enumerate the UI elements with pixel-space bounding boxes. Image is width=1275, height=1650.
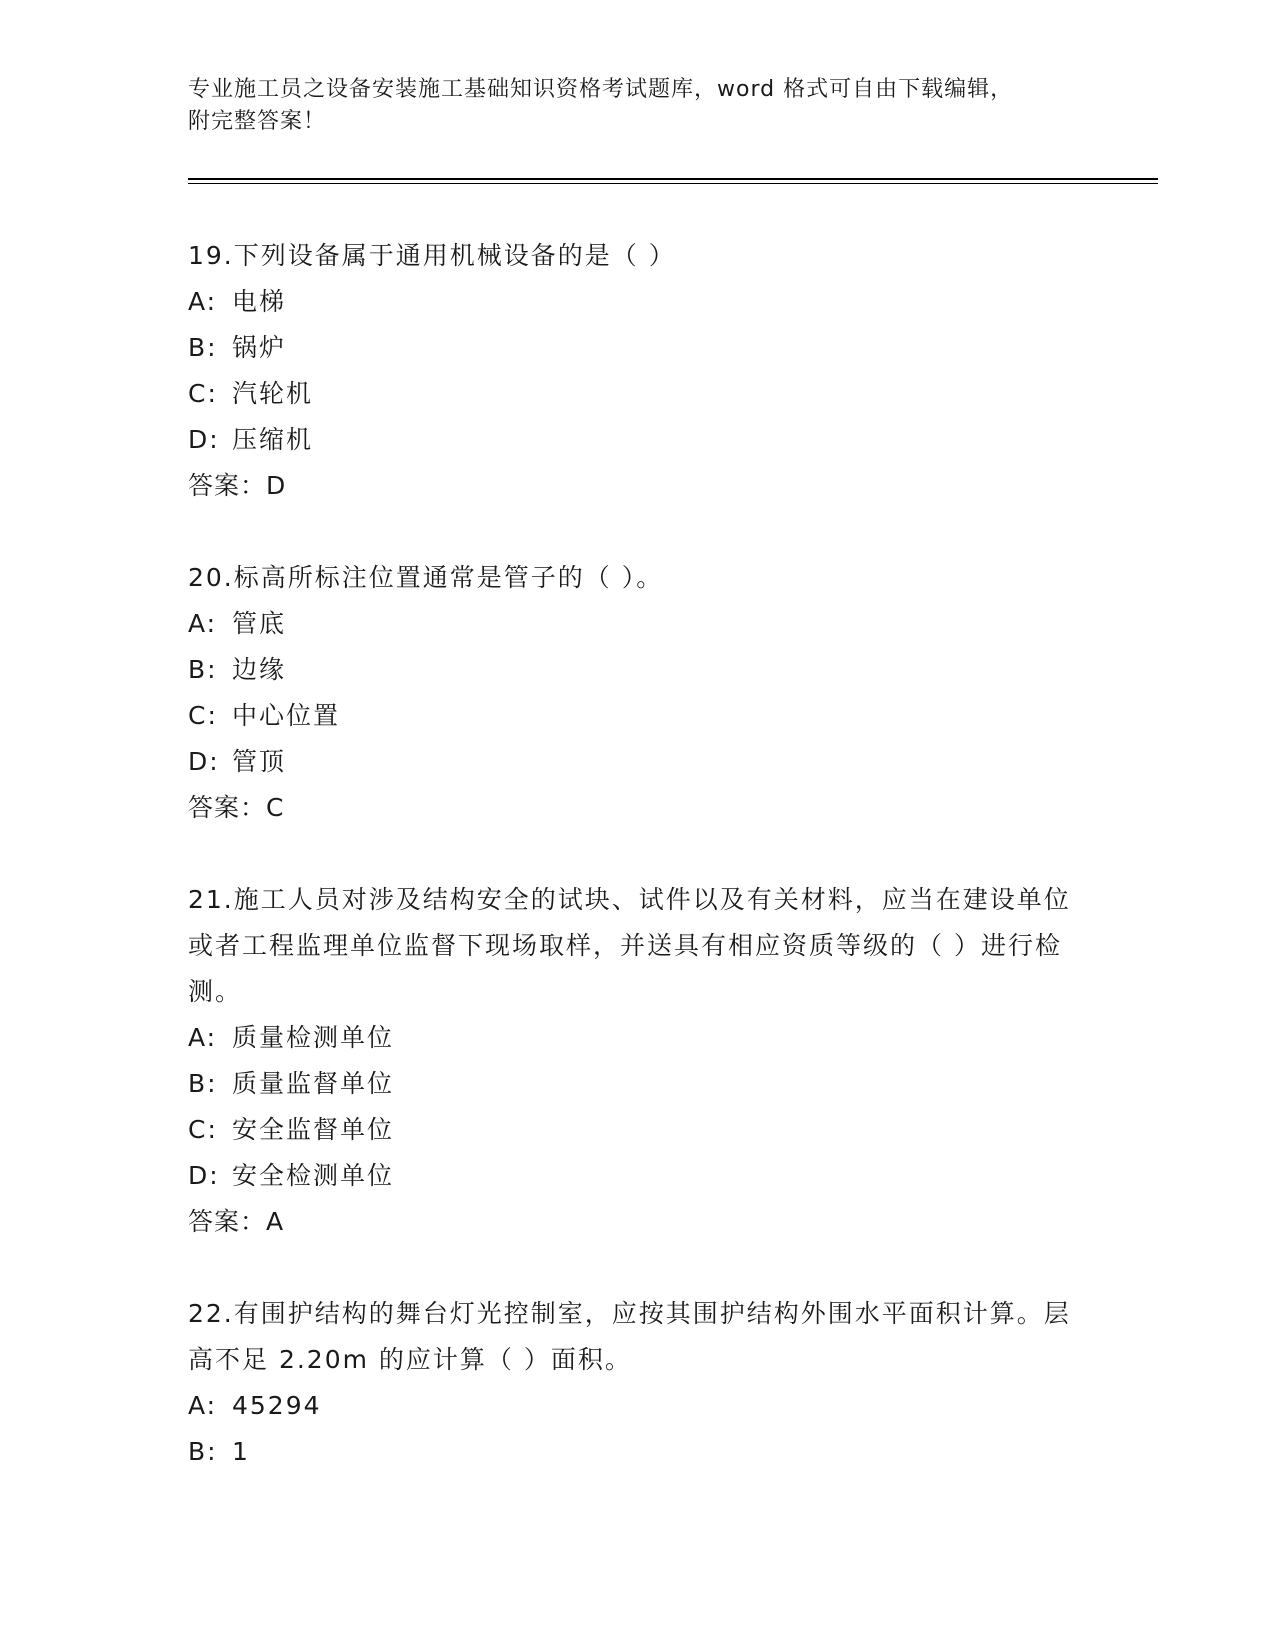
option-key: A:: [188, 287, 218, 316]
option-key: A:: [188, 1391, 218, 1420]
option-key: B:: [188, 1069, 218, 1098]
option-text: 安全检测单位: [232, 1161, 395, 1190]
option-key: C:: [188, 379, 218, 408]
header-line-1: 专业施工员之设备安装施工基础知识资格考试题库，word 格式可自由下载编辑，: [188, 77, 1014, 102]
question-21: [188, 877, 1088, 1245]
question-22: [188, 1291, 1088, 1475]
question-text: 19.下列设备属于通用机械设备的是（ ）: [188, 241, 676, 270]
header-divider-bottom: [188, 183, 1158, 184]
option-key: D:: [188, 425, 220, 454]
option-text: 1: [232, 1437, 250, 1466]
header-line-2: 附完整答案！: [188, 109, 327, 134]
question-text: 20.标高所标注位置通常是管子的（ ）。: [188, 563, 664, 592]
option-c: [188, 371, 1088, 417]
option-text: 安全监督单位: [232, 1115, 395, 1144]
answer-line: 答案：C: [188, 793, 285, 822]
question-19: [188, 233, 1088, 509]
option-c: [188, 1107, 1088, 1153]
option-a: [188, 601, 1088, 647]
option-d: [188, 417, 1088, 463]
option-a: [188, 1383, 1088, 1429]
option-text: 45294: [232, 1391, 322, 1420]
option-text: 电梯: [232, 287, 287, 316]
option-key: B:: [188, 333, 218, 362]
option-b: [188, 1429, 1088, 1475]
answer-line: 答案：D: [188, 471, 287, 500]
option-text: 汽轮机: [232, 379, 314, 408]
option-text: 压缩机: [232, 425, 314, 454]
header-divider-top: [188, 178, 1158, 180]
option-text: 质量检测单位: [232, 1023, 395, 1052]
option-text: 质量监督单位: [232, 1069, 395, 1098]
option-d: [188, 1153, 1088, 1199]
option-text: 锅炉: [232, 333, 287, 362]
question-text: 21.施工人员对涉及结构安全的试块、试件以及有关材料，应当在建设单位或者工程监理单位监督下现场取样，并送具有相应资质等级的（ ）进行检测。: [188, 885, 1071, 1006]
option-key: B:: [188, 1437, 218, 1466]
option-key: B:: [188, 655, 218, 684]
option-key: C:: [188, 1115, 218, 1144]
option-a: [188, 1015, 1088, 1061]
option-key: C:: [188, 701, 218, 730]
option-key: A:: [188, 1023, 218, 1052]
answer-line: 答案：A: [188, 1207, 285, 1236]
option-key: D:: [188, 1161, 220, 1190]
option-text: 边缘: [232, 655, 287, 684]
option-b: [188, 325, 1088, 371]
question-list: [188, 233, 1088, 1521]
option-text: 管底: [232, 609, 287, 638]
option-text: 中心位置: [232, 701, 341, 730]
question-20: [188, 555, 1088, 831]
option-b: [188, 1061, 1088, 1107]
option-d: [188, 739, 1088, 785]
option-b: [188, 647, 1088, 693]
option-c: [188, 693, 1088, 739]
document-header: [188, 74, 1088, 138]
option-a: [188, 279, 1088, 325]
option-key: D:: [188, 747, 220, 776]
question-text: 22.有围护结构的舞台灯光控制室，应按其围护结构外围水平面积计算。层高不足 2.20m 的应计算（ ）面积。: [188, 1299, 1071, 1374]
option-text: 管顶: [232, 747, 287, 776]
option-key: A:: [188, 609, 218, 638]
